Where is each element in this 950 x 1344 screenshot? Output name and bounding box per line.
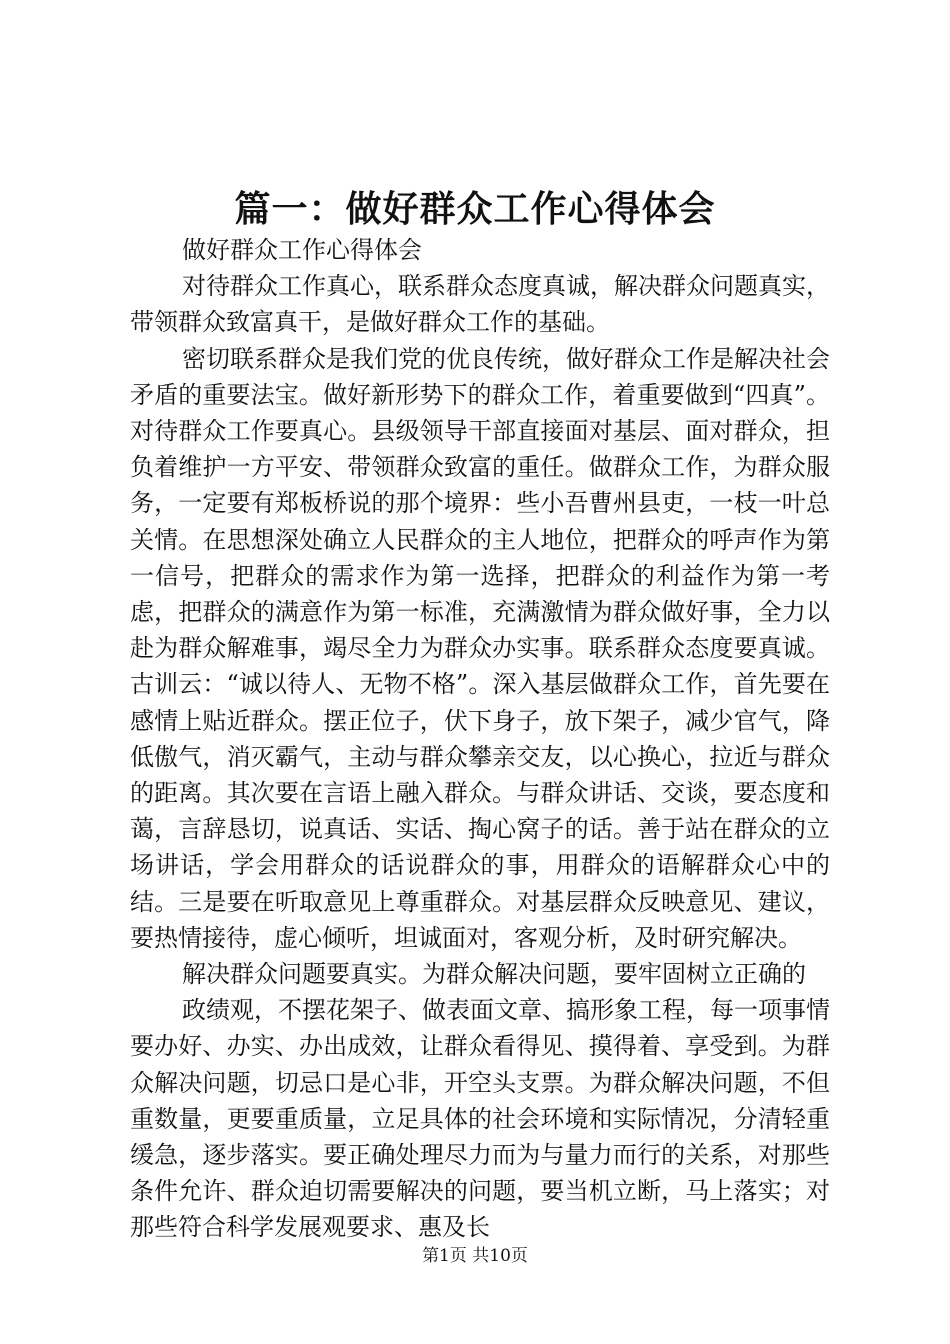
paragraph: 解决群众问题要真实。为群众解决问题，要牢固树立正确的 bbox=[182, 960, 806, 989]
paragraph: 政绩观，不摆花架子、做表面文章、搞形象工程，每一项事情要办好、办实、办出成效，让群众看得见、摸得着、享受到。为群众解决问题，切忌口是心非，开空头支票。为群众解决问题，不但重数量，更要重质量，立足具体的社会环境和实际情况，分清轻重缓急，逐步落实。要正确处理尽力而为与量力而行的关系，对那些条件允许、群众迫切需要解决的问题，要当机立断，马上落实；对那些符合科学发展观要求、惠及长 bbox=[130, 996, 830, 1242]
paragraph: 对待群众工作真心，联系群众态度真诚，解决群众问题真实，带领群众致富真干，是做好群众工作的基础。 bbox=[130, 272, 830, 337]
paragraph: 做好群众工作心得体会 bbox=[182, 236, 422, 264]
paragraph: 密切联系群众是我们党的优良传统，做好群众工作是解决社会矛盾的重要法宝。做好新形势下的群众工作，着重要做到“四真”。对待群众工作要真心。县级领导干部直接面对基层、面对群众，担负着维护一方平安、带领群众致富的重任。做群众工作，为群众服务，一定要有郑板桥说的那个境界：些小吾曹州县吏，一枝一叶总关情。在思想深处确立人民群众的主人地位，把群众的呼声作为第一信号，把群众的需求作为第一选择，把群众的利益作为第一考虑，把群众的满意作为第一标准，充满激情为群众做好事，全力以赴为群众解难事，竭尽全力为群众办实事。联系群众态度要真诚。古训云：“诚以待人、无物不格”。深入基层做群众工作，首先要在感情上贴近群众。摆正位子，伏下身子，放下架子，减少官气，降低傲气，消灭霸气，主动与群众攀亲交友，以心换心，拉近与群众的距离。其次要在言语上融入群众。与群众讲话、交谈，要态度和蔼，言辞恳切，说真话、实话、掏心窝子的话。善于站在群众的立场讲话，学会用群众的话说群众的事，用群众的语解群众心中的结。三是要在听取意见上尊重群众。对基层群众反映意见、建议，要热情接待，虚心倾听，坦诚面对，客观分析，及时研究解决。 bbox=[130, 344, 830, 952]
body-text bbox=[130, 232, 830, 1246]
page-footer: 第1页 共10页 bbox=[422, 1246, 528, 1266]
page-title: 篇一：做好群众工作心得体会 bbox=[234, 188, 716, 230]
